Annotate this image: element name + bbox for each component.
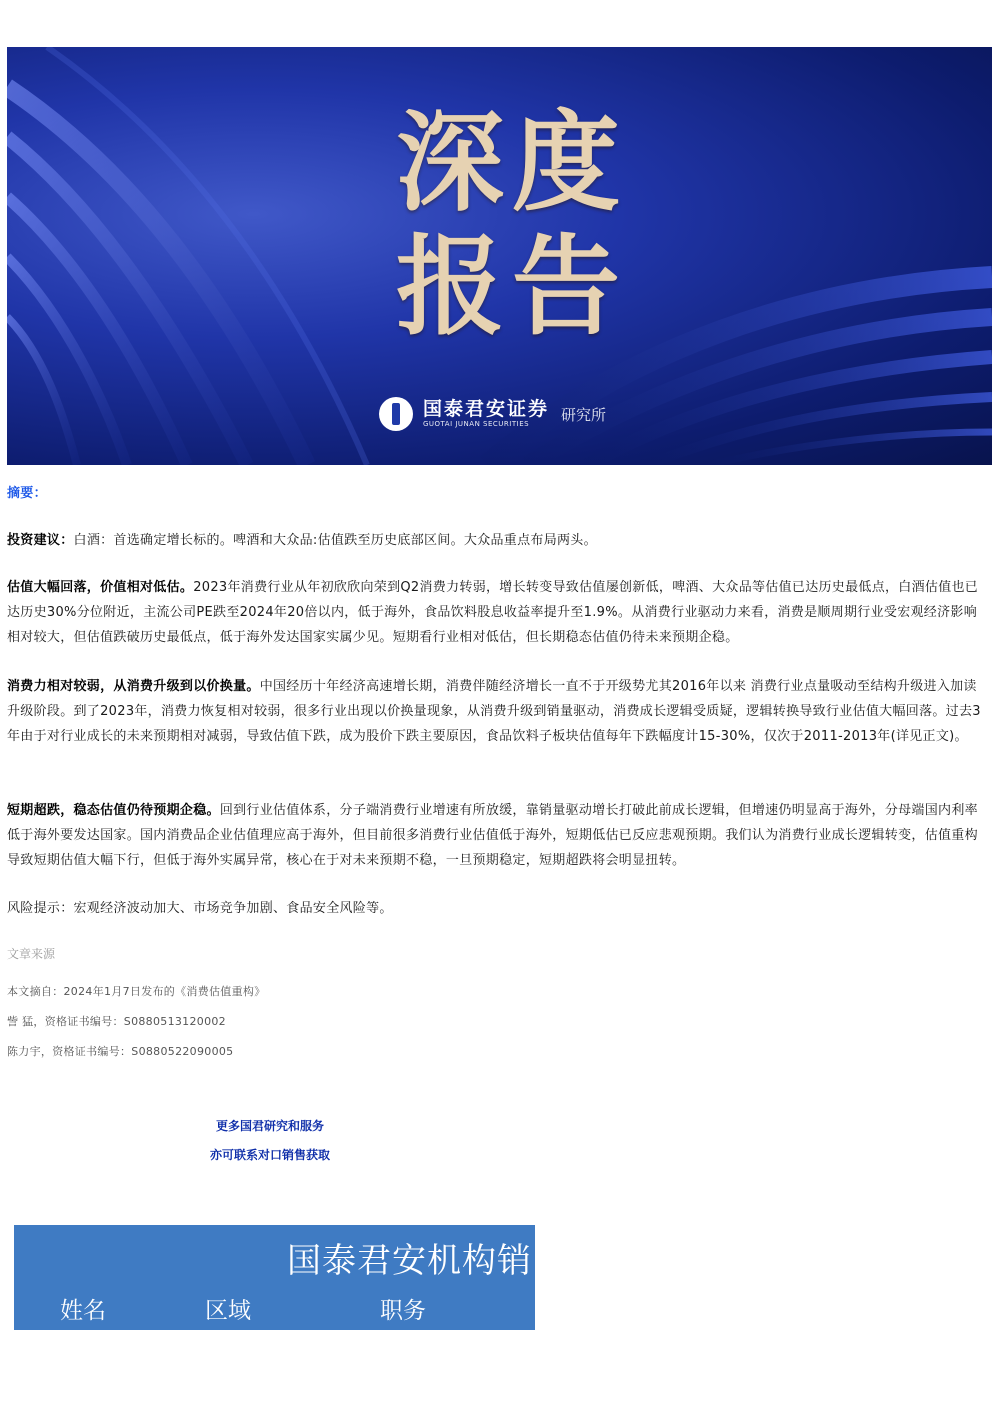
more-services-line1: 更多国君研究和服务 bbox=[215, 1119, 324, 1133]
summary-heading: 摘要： bbox=[7, 486, 47, 501]
logo-name-cn: 国泰君安证券 bbox=[423, 398, 550, 420]
more-services-line2: 亦可联系对口销售获取 bbox=[209, 1148, 330, 1162]
report-banner bbox=[7, 47, 992, 465]
column-header-name: 姓名 bbox=[60, 1298, 106, 1324]
banner-title-line1: 深度 bbox=[395, 100, 628, 226]
paragraph-lead: 估值大幅回落，价值相对低估。 bbox=[7, 580, 194, 595]
company-logo bbox=[379, 394, 606, 434]
paragraph-investment-advice bbox=[7, 528, 985, 553]
banner-title-line2: 报告 bbox=[395, 224, 628, 350]
paragraph-valuation bbox=[7, 575, 985, 650]
paragraph-body: 回到行业估值体系，分子端消费行业增速有所放缓，靠销量驱动增长打破此前成长逻辑，但增速仍明显高于海外，分母端国内利率低于海外要发达国家。国内消费品企业估值理应高于海外，但目前很多消费行业估值低于海外，短期低估已反应悲观预期。我们认为消费行业成长逻辑转变，估值重构导致短期估值大幅下行，但低于海外实属异常，核心在于对未来预期不稳，一旦预期稳定，短期超跌将会明显扭转。 bbox=[7, 803, 978, 868]
column-header-region: 区域 bbox=[205, 1298, 251, 1324]
sales-contact-table bbox=[14, 1225, 535, 1330]
column-header-title: 职务 bbox=[380, 1298, 426, 1324]
paragraph-body: 中国经历十年经济高速增长期，消费伴随经济增长一直不于开级势尤其2016年以来 消费行业点量吸动至结构升级进入加读升级阶段。到了2023年，消费力恢复相对较弱，很多行业出现以价换量现象，从消费升级到销量驱动，消费成长逻辑受质疑，逻辑转换导致行业估值大幅回落。过去3年由于对行业成长的未来预期相对减弱，导致估值下跌，成为股价下跌主要原因，食品饮料子板块估值每年下跌幅度计15-30%，仅次于2011-2013年(详见正文)。 bbox=[7, 679, 981, 744]
paragraph-lead: 投资建议： bbox=[7, 533, 74, 548]
paragraph-body: 2023年消费行业从年初欣欣向荣到Q2消费力转弱，增长转变导致估值屡创新低，啤酒、大众品等估值已达历史最低点，白酒估值也已达历史30%分位附近，主流公司PE跌至2024年20倍以内，低于海外，食品饮料股息收益率提升至1.9%。从消费行业驱动力来看，消费是顺周期行业受宏观经济影响相对较大，但估值跌破历史最低点，低于海外发达国家实属少见。短期看行业相对低估，但长期稳态估值仍待未来预期企稳。 bbox=[7, 580, 979, 645]
logo-icon bbox=[379, 397, 413, 431]
paragraph-consumption bbox=[7, 674, 985, 749]
analyst-line: 訾 猛，资格证书编号：S0880513120002 bbox=[7, 1015, 226, 1028]
source-heading: 文章来源 bbox=[7, 947, 56, 961]
source-line: 本文摘自：2024年1月7日发布的《消费估值重构》 bbox=[7, 985, 266, 998]
logo-name-en: GUOTAI JUNAN SECURITIES bbox=[423, 419, 530, 428]
paragraph-body: 白酒：首选确定增长标的。啤酒和大众品:估值跌至历史底部区间。大众品重点布局两头。 bbox=[73, 533, 597, 548]
paragraph-lead: 短期超跌，稳态估值仍待预期企稳。 bbox=[7, 803, 220, 818]
paragraph-short-term bbox=[7, 798, 985, 873]
paragraph-lead: 消费力相对较弱，从消费升级到以价换量。 bbox=[7, 679, 260, 694]
logo-unit: 研究所 bbox=[561, 405, 607, 424]
risk-notice: 风险提示：宏观经济波动加大、市场竞争加剧、食品安全风险等。 bbox=[7, 901, 393, 916]
contact-table-title: 国泰君安机构销 bbox=[287, 1241, 532, 1281]
analyst-line: 陈力宇，资格证书编号：S0880522090005 bbox=[7, 1045, 234, 1058]
